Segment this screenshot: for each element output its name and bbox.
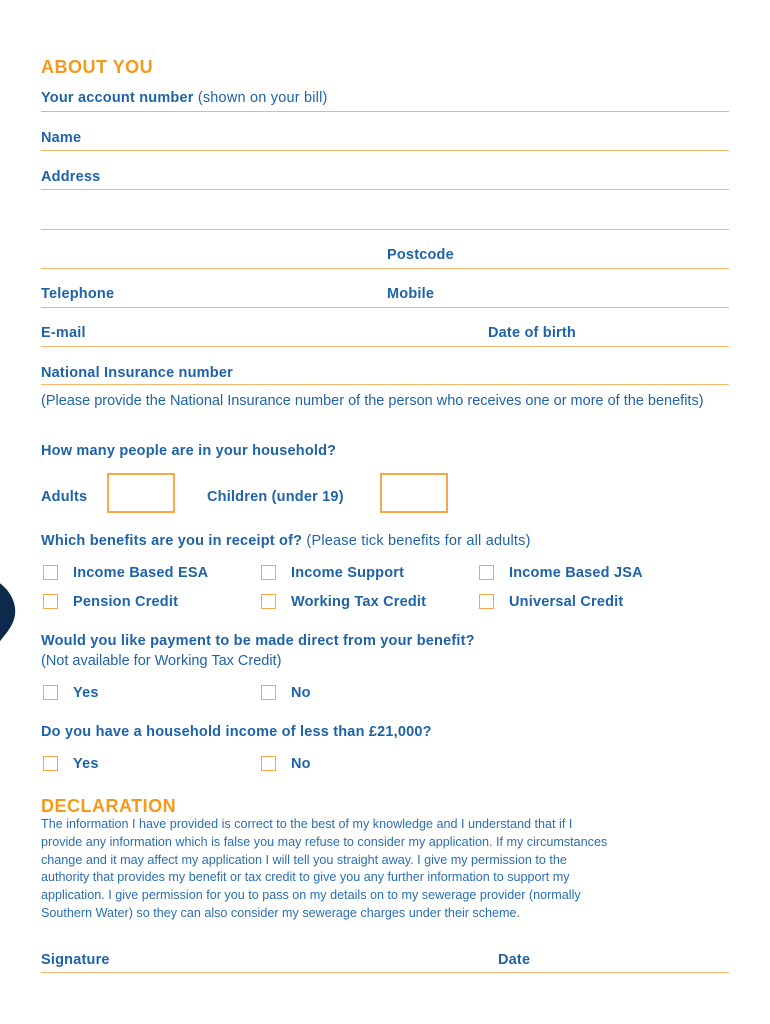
checkbox-income-yes[interactable] (43, 756, 58, 771)
mobile-label: Mobile (387, 286, 435, 302)
checkbox-universal-credit[interactable] (479, 594, 494, 609)
name-field[interactable] (41, 150, 729, 151)
payment-note: (Not available for Working Tax Credit) (41, 653, 282, 669)
benefits-question: Which benefits are you in receipt of? (41, 533, 303, 549)
adults-label: Adults (41, 489, 88, 505)
payment-yes-label: Yes (73, 685, 99, 701)
date-label: Date (498, 952, 531, 968)
account-number-note: (shown on your bill) (197, 90, 328, 106)
telephone-mobile-field[interactable] (41, 307, 729, 308)
payment-question: Would you like payment to be made direct from your benefit? (41, 633, 475, 649)
telephone-label: Telephone (41, 286, 115, 302)
option-income-based-esa: Income Based ESA (73, 565, 209, 581)
checkbox-payment-yes[interactable] (43, 685, 58, 700)
household-question: How many people are in your household? (41, 443, 337, 459)
option-income-support: Income Support (291, 565, 405, 581)
ni-number-label: National Insurance number (41, 365, 233, 381)
declaration-line: change and it may affect my application I will tell you straight away. I give my permission to the (41, 852, 567, 867)
option-pension-credit: Pension Credit (73, 594, 179, 610)
income-yes-label: Yes (73, 756, 99, 772)
adults-count-box[interactable] (107, 473, 175, 513)
address-label: Address (41, 169, 101, 185)
checkbox-working-tax-credit[interactable] (261, 594, 276, 609)
declaration-text (41, 816, 731, 923)
date-of-birth-label: Date of birth (488, 325, 576, 341)
postcode-field[interactable] (41, 268, 729, 269)
email-dob-field[interactable] (41, 346, 729, 347)
email-label: E-mail (41, 325, 86, 341)
checkbox-income-support[interactable] (261, 565, 276, 580)
benefits-note: (Please tick benefits for all adults) (306, 533, 531, 549)
ni-number-note: (Please provide the National Insurance number of the person who receives one or more of the benefits) (41, 393, 704, 409)
name-label: Name (41, 130, 82, 146)
checkbox-payment-no[interactable] (261, 685, 276, 700)
option-income-based-jsa: Income Based JSA (509, 565, 643, 581)
checkbox-income-based-esa[interactable] (43, 565, 58, 580)
ni-number-field[interactable] (41, 384, 729, 385)
payment-no-label: No (291, 685, 311, 701)
account-number-field[interactable] (41, 111, 729, 112)
decorative-shape (0, 565, 20, 675)
income-question: Do you have a household income of less than £21,000? (41, 724, 432, 740)
checkbox-income-no[interactable] (261, 756, 276, 771)
children-label: Children (under 19) (207, 489, 344, 505)
declaration-line: application. I give permission for you to pass on my details on to my sewerage provider (normally (41, 888, 581, 903)
about-you-heading: ABOUT YOU (41, 57, 154, 77)
income-no-label: No (291, 756, 311, 772)
declaration-line: authority that provides my benefit or tax credit to give you any further information to support my (41, 870, 570, 885)
checkbox-pension-credit[interactable] (43, 594, 58, 609)
address-field-line-1[interactable] (41, 189, 729, 190)
declaration-line: The information I have provided is correct to the best of my knowledge and I understand that if I (41, 817, 573, 831)
signature-label: Signature (41, 952, 110, 968)
address-field-line-2[interactable] (41, 229, 729, 230)
benefits-question-row (41, 533, 531, 549)
postcode-label: Postcode (387, 247, 454, 263)
account-number-label (41, 90, 328, 106)
option-working-tax-credit: Working Tax Credit (291, 594, 427, 610)
signature-date-field[interactable] (41, 972, 729, 973)
account-number-text: Your account number (41, 90, 194, 106)
option-universal-credit: Universal Credit (509, 594, 624, 610)
children-count-box[interactable] (380, 473, 448, 513)
declaration-line: provide any information which is false you may refuse to consider my application. If my circumstances (41, 834, 608, 849)
declaration-line: Southern Water) so they can also consider my sewerage charges under their scheme. (41, 905, 521, 920)
declaration-heading: DECLARATION (41, 796, 177, 816)
checkbox-income-based-jsa[interactable] (479, 565, 494, 580)
